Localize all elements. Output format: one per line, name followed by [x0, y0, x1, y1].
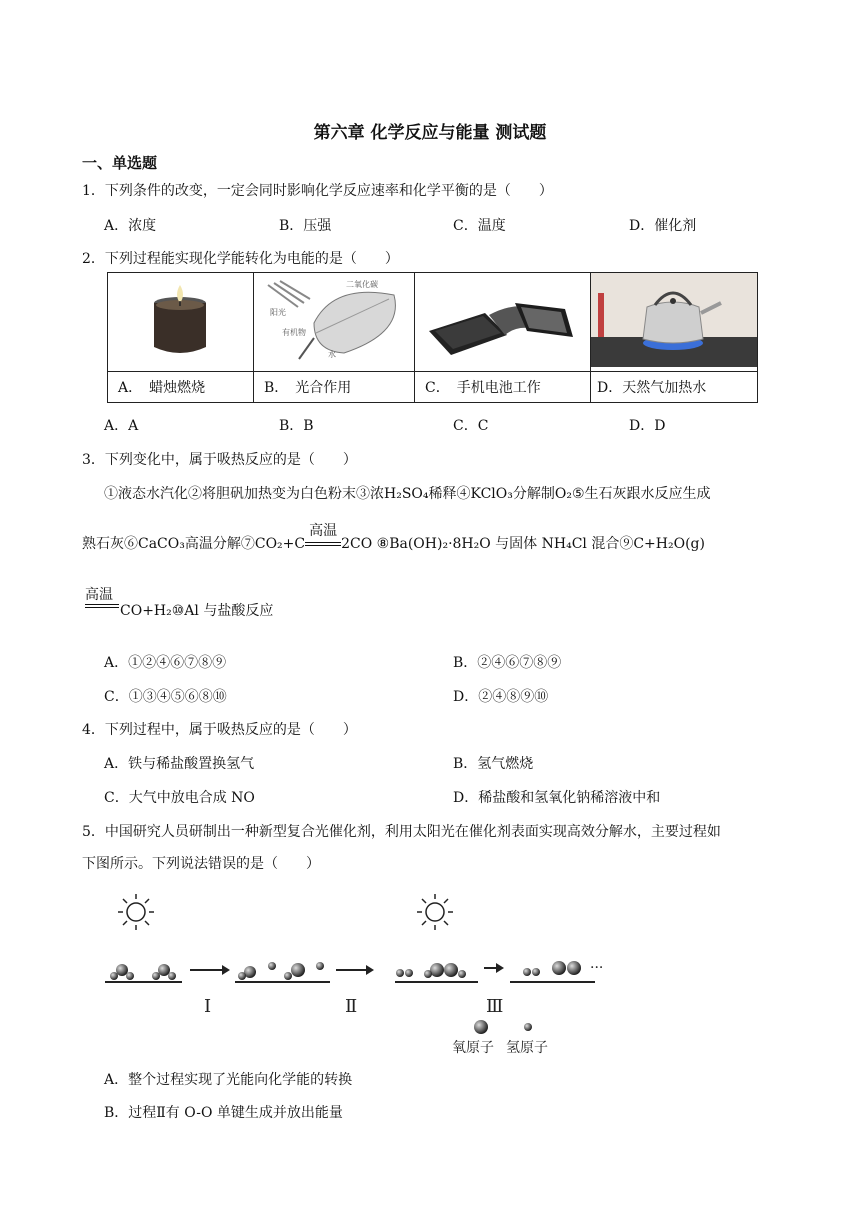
step-label-1: Ⅰ: [204, 996, 212, 1017]
label-organic: 有机物: [282, 328, 306, 337]
reaction-condition: [305, 523, 341, 552]
caption-phone-battery: C． 手机电池工作: [415, 372, 591, 403]
q3-items-line1: ①液态水汽化②将胆矾加热变为白色粉末③浓H₂SO₄稀释④KClO₃分解制O₂⑤生石灰跟水反应生成: [104, 486, 711, 502]
label-water: 水: [328, 350, 336, 359]
q3-option-a[interactable]: A．①②④⑥⑦⑧⑨: [104, 655, 227, 671]
phone-image: [415, 273, 590, 367]
equals-sign: [305, 542, 341, 546]
q2-option-c[interactable]: C．C: [453, 418, 489, 434]
q3-option-b[interactable]: B．②④⑥⑦⑧⑨: [453, 655, 562, 671]
water-splitting-diagram: [100, 888, 620, 1060]
q2-image-table: [107, 272, 758, 403]
question-4-stem: 4．下列过程中，属于吸热反应的是（ ）: [82, 722, 357, 738]
page-title: 第六章 化学反应与能量 测试题: [313, 123, 547, 143]
arrow-icon: [190, 965, 230, 975]
question-2-stem: 2．下列过程能实现化学能转化为电能的是（ ）: [82, 251, 399, 267]
legend-oxygen: 氧原子: [452, 1040, 494, 1056]
q5-option-b[interactable]: B．过程Ⅱ有 O-O 单键生成并放出能量: [104, 1105, 343, 1121]
q3-option-d[interactable]: D．②④⑧⑨⑩: [453, 689, 549, 705]
q3-items-line2b: 2CO ⑧Ba(OH)₂·8H₂O 与固体 NH₄Cl 混合⑨C+H₂O(g): [341, 536, 705, 552]
section-heading: 一、单选题: [82, 154, 158, 172]
condition-label: 高温: [309, 523, 338, 539]
question-3-stem: 3．下列变化中，属于吸热反应的是（ ）: [82, 452, 357, 468]
label-co2: 二氧化碳: [346, 280, 378, 289]
kettle-image-cell: [591, 273, 758, 372]
oxygen-atom-legend: [474, 1020, 488, 1034]
q1-option-a[interactable]: A．浓度: [104, 218, 157, 234]
q4-option-a[interactable]: A．铁与稀盐酸置换氢气: [104, 756, 255, 772]
photosynthesis-image-cell: [254, 273, 415, 372]
candle-image-cell: [108, 273, 254, 372]
question-5-stem-line1: 5．中国研究人员研制出一种新型复合光催化剂，利用太阳光在催化剂表面实现高效分解水，主要过程如: [82, 824, 721, 840]
q2-option-b[interactable]: B．B: [279, 418, 314, 434]
legend-hydrogen: 氢原子: [506, 1040, 548, 1056]
hydrogen-atom-legend: [524, 1023, 532, 1031]
arrow-icon: [484, 963, 504, 973]
kettle-image: [591, 273, 757, 367]
arrow-icon: [336, 965, 374, 975]
phone-image-cell: [415, 273, 591, 372]
photosynthesis-image: [254, 273, 414, 367]
q2-option-d[interactable]: D．D: [629, 418, 666, 434]
q3-items-line2a: 熟石灰⑥CaCO₃高温分解⑦CO₂+C: [82, 536, 306, 552]
label-sunlight: 阳光: [270, 308, 286, 317]
ellipsis-dots: ···: [590, 960, 604, 976]
caption-photosynthesis: B． 光合作用: [254, 372, 415, 403]
candle-image: [108, 273, 253, 367]
q1-option-b[interactable]: B．压强: [279, 218, 332, 234]
caption-candle: A． 蜡烛燃烧: [108, 372, 254, 403]
q2-option-a[interactable]: A．A: [104, 418, 139, 434]
caption-gas-heating: D．天然气加热水: [591, 372, 758, 403]
equals-sign-2: [85, 604, 119, 608]
q1-option-d[interactable]: D．催化剂: [629, 218, 697, 234]
q4-option-d[interactable]: D．稀盐酸和氢氧化钠稀溶液中和: [453, 790, 661, 806]
q3-items-line2: [82, 523, 705, 553]
q4-option-b[interactable]: B．氢气燃烧: [453, 756, 534, 772]
step-label-3: Ⅲ: [486, 996, 504, 1017]
q3-condition-2: [85, 584, 113, 604]
q1-option-c[interactable]: C．温度: [453, 218, 506, 234]
sun-icon: [417, 894, 453, 930]
step-label-2: Ⅱ: [345, 996, 358, 1017]
q3-option-c[interactable]: C．①③④⑤⑥⑧⑩: [104, 689, 227, 705]
q5-option-a[interactable]: A．整个过程实现了光能向化学能的转换: [104, 1072, 353, 1088]
question-5-stem-line2: 下图所示。下列说法错误的是（ ）: [82, 856, 320, 872]
q4-option-c[interactable]: C．大气中放电合成 NO: [104, 790, 255, 806]
q3-items-line3: CO+H₂⑩Al 与盐酸反应: [120, 603, 274, 619]
sun-icon: [118, 894, 154, 930]
question-1-stem: 1．下列条件的改变，一定会同时影响化学反应速率和化学平衡的是（ ）: [82, 183, 553, 199]
condition-label-2: 高温: [85, 587, 113, 603]
